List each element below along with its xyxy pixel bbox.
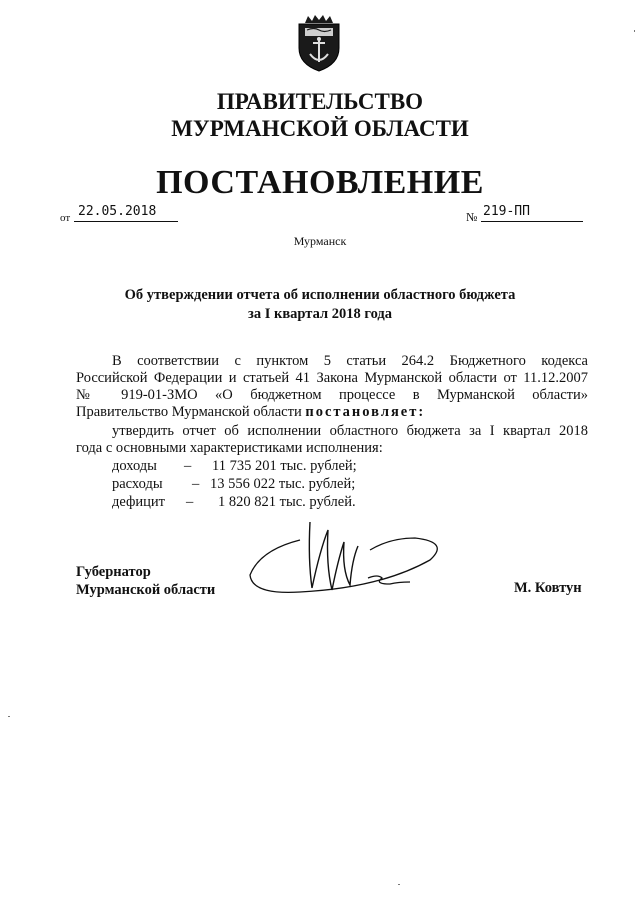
- date-prefix: от: [60, 212, 71, 224]
- signatory-position-line1: Губернатор: [76, 564, 151, 580]
- subject-line2: за I квартал 2018 года: [248, 306, 392, 322]
- figure-label: дефицит: [112, 494, 166, 510]
- document-date: 22.05.2018: [74, 204, 178, 222]
- figure-label: расходы: [112, 476, 163, 492]
- figure-row-deficit: [112, 494, 356, 511]
- figure-value: 13 556 022 тыс. рублей;: [210, 476, 356, 492]
- body-p1-line4: [76, 404, 588, 421]
- body-p2-line1: утвердить отчет об исполнении областного бюджета за I квартал 2018: [112, 423, 588, 439]
- subject-line1: Об утверждении отчета об исполнении областного бюджета: [124, 287, 516, 303]
- number-prefix: №: [466, 210, 478, 224]
- government-name-line2: МУРМАНСКОЙ ОБЛАСТИ: [171, 116, 469, 141]
- body-p1-line2: Российской Федерации и статьей 41 Закона Мурманской области от 11.12.2007: [76, 370, 588, 386]
- body-p1-line1: В соответствии с пунктом 5 статьи 264.2 Бюджетного кодекса: [112, 353, 588, 369]
- body-p2-line2: года с основными характеристиками исполнения:: [76, 440, 383, 456]
- document-type-title: ПОСТАНОВЛЕНИЕ: [156, 164, 484, 201]
- figure-dash: –: [192, 476, 200, 492]
- figure-label: доходы: [112, 458, 157, 474]
- murmansk-coat-of-arms-icon: [296, 14, 342, 72]
- handwritten-signature: [240, 520, 480, 610]
- figure-row-expenses: [112, 476, 355, 493]
- body-p1-line3: № 919-01-ЗМО «О бюджетном процессе в Мурманской области»: [76, 387, 588, 403]
- figure-value: 1 820 821 тыс. рублей.: [218, 494, 356, 510]
- figure-row-income: [112, 458, 357, 475]
- body-p1-lead: Правительство Мурманской области: [76, 404, 302, 420]
- figure-dash: –: [186, 494, 194, 510]
- signatory-position-line2: Мурманской области: [76, 582, 216, 598]
- figure-value: 11 735 201 тыс. рублей;: [212, 458, 357, 474]
- scan-speck: [398, 884, 400, 885]
- government-name-line1: ПРАВИТЕЛЬСТВО: [216, 89, 424, 114]
- figure-dash: –: [184, 458, 192, 474]
- document-number: 219-ПП: [481, 204, 583, 222]
- body-p1-verb: постановляет:: [305, 404, 426, 420]
- scan-speck: [634, 30, 635, 32]
- scan-speck: [8, 716, 10, 717]
- city: Мурманск: [293, 234, 347, 248]
- signatory-name: М. Ковтун: [514, 580, 582, 596]
